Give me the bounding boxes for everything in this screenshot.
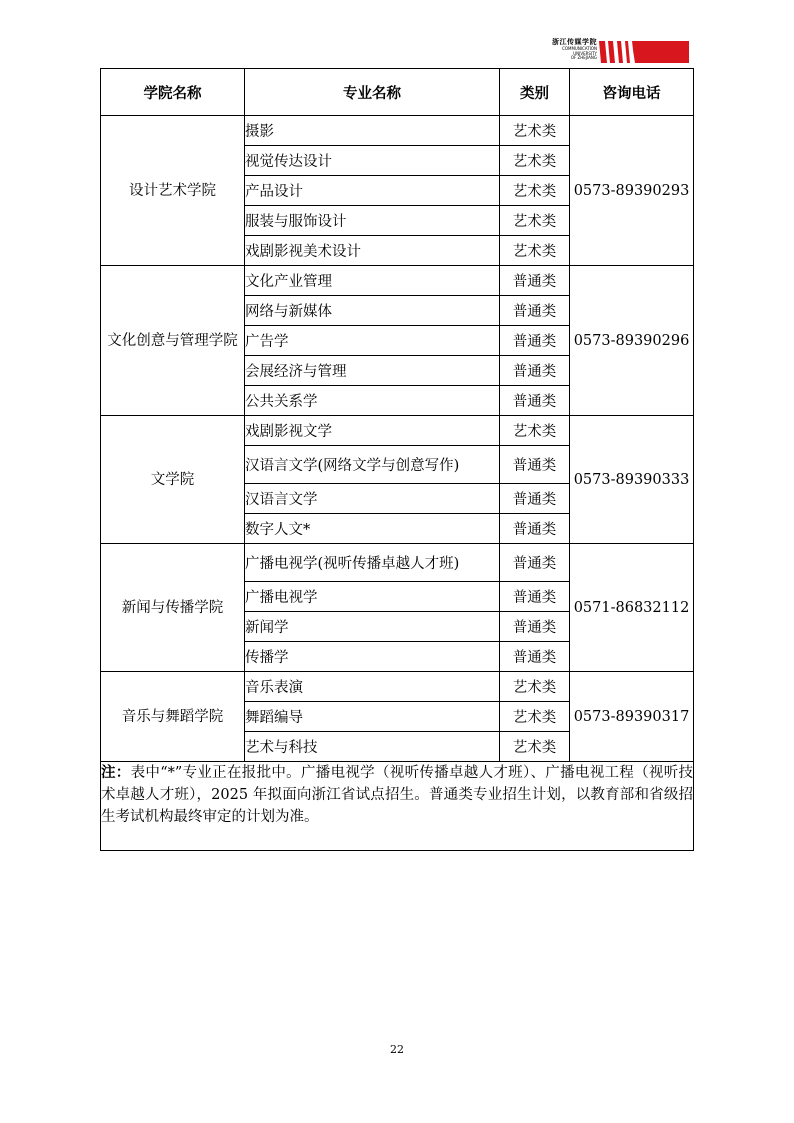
major-name: 文化产业管理 [245,266,500,296]
logo-name-cn: 浙江传媒学院 [552,38,597,46]
major-type: 普通类 [500,642,570,672]
university-logo [543,38,689,66]
major-type: 艺术类 [500,732,570,762]
major-type: 普通类 [500,356,570,386]
major-type: 艺术类 [500,416,570,446]
major-type: 普通类 [500,544,570,582]
header-major: 专业名称 [245,69,500,116]
note-label: 注： [101,764,131,781]
logo-text [543,38,597,61]
college-name: 文化创意与管理学院 [101,266,245,416]
majors-table [100,68,694,851]
major-type: 普通类 [500,386,570,416]
consult-phone: 0573-89390317 [570,672,694,762]
table-row [101,544,694,582]
major-name: 舞蹈编导 [245,702,500,732]
major-name: 音乐表演 [245,672,500,702]
logo-name-en-3: OF ZHEJIANG [570,55,597,61]
consult-phone: 0573-89390296 [570,266,694,416]
major-name: 汉语言文学 [245,484,500,514]
major-name: 摄影 [245,116,500,146]
major-name: 视觉传达设计 [245,146,500,176]
major-name: 传播学 [245,642,500,672]
consult-phone: 0573-89390333 [570,416,694,544]
major-type: 普通类 [500,612,570,642]
major-type: 普通类 [500,296,570,326]
major-name: 公共关系学 [245,386,500,416]
major-type: 艺术类 [500,206,570,236]
major-type: 艺术类 [500,236,570,266]
major-type: 艺术类 [500,702,570,732]
table-row [101,416,694,446]
major-type: 普通类 [500,484,570,514]
header-phone: 咨询电话 [570,69,694,116]
major-name: 数字人文* [245,514,500,544]
table-header-row [101,69,694,116]
major-name: 产品设计 [245,176,500,206]
major-name: 广告学 [245,326,500,356]
college-name: 文学院 [101,416,245,544]
major-name: 网络与新媒体 [245,296,500,326]
logo-name-en-2: UNIVERSITY [573,50,597,56]
major-name: 新闻学 [245,612,500,642]
logo-name-en-1: COMMUNICATION [562,46,597,51]
major-type: 普通类 [500,514,570,544]
note-cell [101,762,694,851]
consult-phone: 0573-89390293 [570,116,694,266]
major-type: 艺术类 [500,146,570,176]
major-type: 艺术类 [500,176,570,206]
college-name: 音乐与舞蹈学院 [101,672,245,762]
note-row [101,762,694,851]
table-row [101,672,694,702]
major-name: 汉语言文学(网络文学与创意写作) [245,446,500,484]
major-name: 艺术与科技 [245,732,500,762]
college-name: 新闻与传播学院 [101,544,245,672]
table-row [101,116,694,146]
major-type: 普通类 [500,582,570,612]
table-row [101,266,694,296]
logo-stripes-icon [599,41,689,63]
major-name: 广播电视学 [245,582,500,612]
major-name: 广播电视学(视听传播卓越人才班) [245,544,500,582]
major-type: 艺术类 [500,116,570,146]
note-text: 表中“*”专业正在报批中。广播电视学（视听传播卓越人才班）、广播电视工程（视听技术卓越人才班），2025 年拟面向浙江省试点招生。普通类专业招生计划，以教育部和省级招生考试机构最终审定的计划为准。 [101,765,694,825]
page-number: 22 [390,1043,404,1056]
header-type: 类别 [500,69,570,116]
major-type: 艺术类 [500,672,570,702]
college-name: 设计艺术学院 [101,116,245,266]
consult-phone: 0571-86832112 [570,544,694,672]
major-type: 普通类 [500,446,570,484]
major-name: 戏剧影视美术设计 [245,236,500,266]
major-type: 普通类 [500,266,570,296]
major-name: 会展经济与管理 [245,356,500,386]
major-type: 普通类 [500,326,570,356]
major-name: 服装与服饰设计 [245,206,500,236]
header-college: 学院名称 [101,69,245,116]
major-name: 戏剧影视文学 [245,416,500,446]
